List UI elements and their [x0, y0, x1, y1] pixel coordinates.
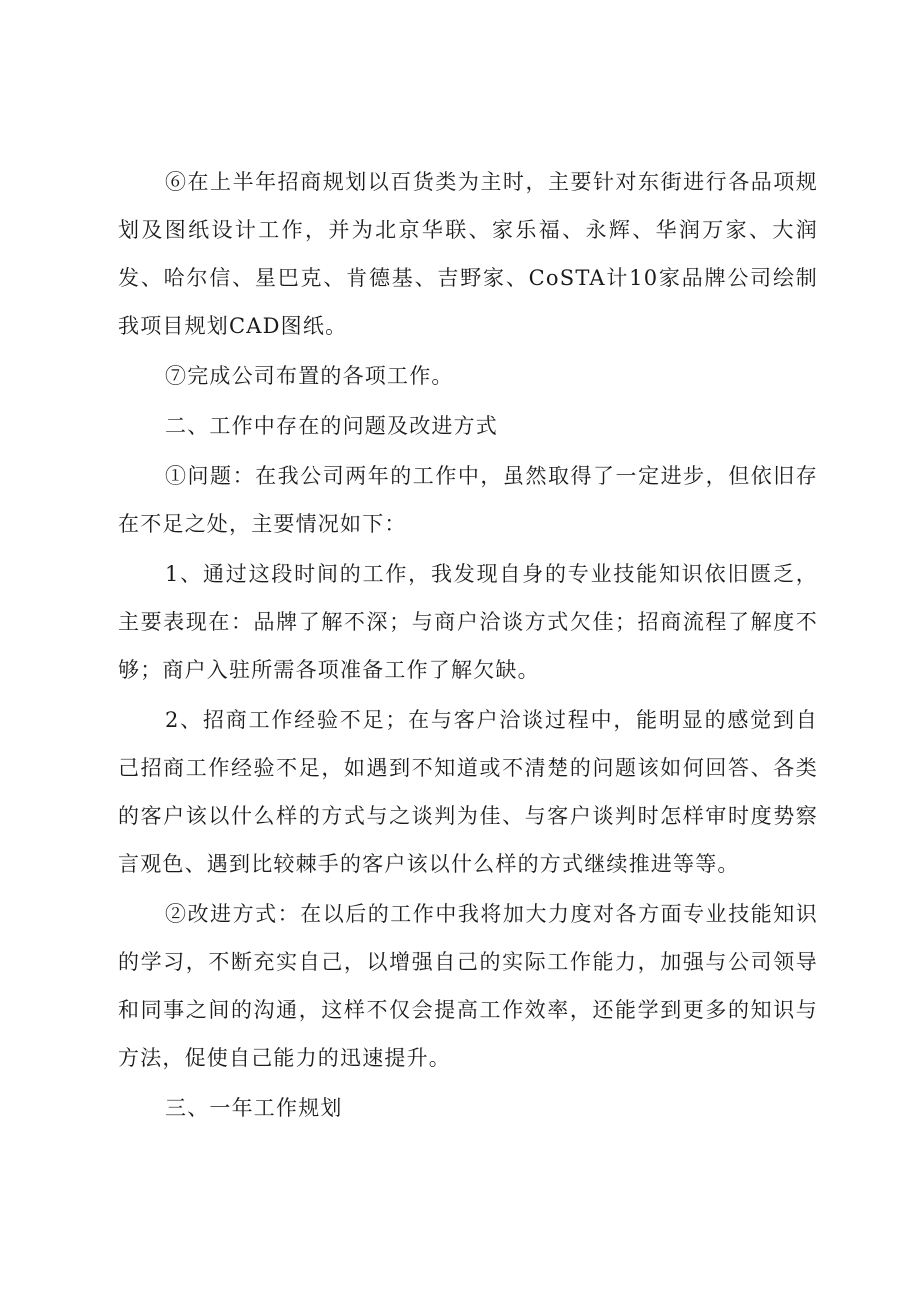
paragraph-improvement: ②改进方式：在以后的工作中我将加大力度对各方面专业技能知识的学习，不断充实自己，以增强自己的实际工作能力，加强与公司领导和同事之间的沟通，这样不仅会提高工作效率，还能学到更多的知识与方法，促使自己能力的迅速提升。: [118, 902, 818, 1070]
paragraph-item-6: ⑥在上半年招商规划以百货类为主时，主要针对东街进行各品项规划及图纸设计工作，并为北京华联、家乐福、永辉、华润万家、大润发、哈尔信、星巴克、肯德基、吉野家、CoSTA计10家品牌公司绘制我项目规划CAD图纸。: [118, 170, 818, 338]
section-heading-plan: 三、一年工作规划: [165, 1096, 343, 1120]
paragraph-item-7: ⑦完成公司布置的各项工作。: [165, 364, 454, 388]
paragraph-problems: ①问题：在我公司两年的工作中，虽然取得了一定进步，但依旧存在不足之处，主要情况如下：: [118, 464, 818, 536]
paragraph-problem-1: 1、通过这段时间的工作，我发现自身的专业技能知识依旧匮乏，主要表现在：品牌了解不深；与商户洽谈方式欠佳；招商流程了解度不够；商户入驻所需各项准备工作了解欠缺。: [118, 562, 818, 682]
paragraph-problem-2: 2、招商工作经验不足；在与客户洽谈过程中，能明显的感觉到自己招商工作经验不足，如遇到不知道或不清楚的问题该如何回答、各类的客户该以什么样的方式与之谈判为佳、与客户谈判时怎样审时度势察言观色、遇到比较棘手的客户该以什么样的方式继续推进等等。: [118, 708, 818, 876]
section-heading-problems: 二、工作中存在的问题及改进方式: [165, 414, 498, 438]
document-body: [118, 158, 818, 1134]
